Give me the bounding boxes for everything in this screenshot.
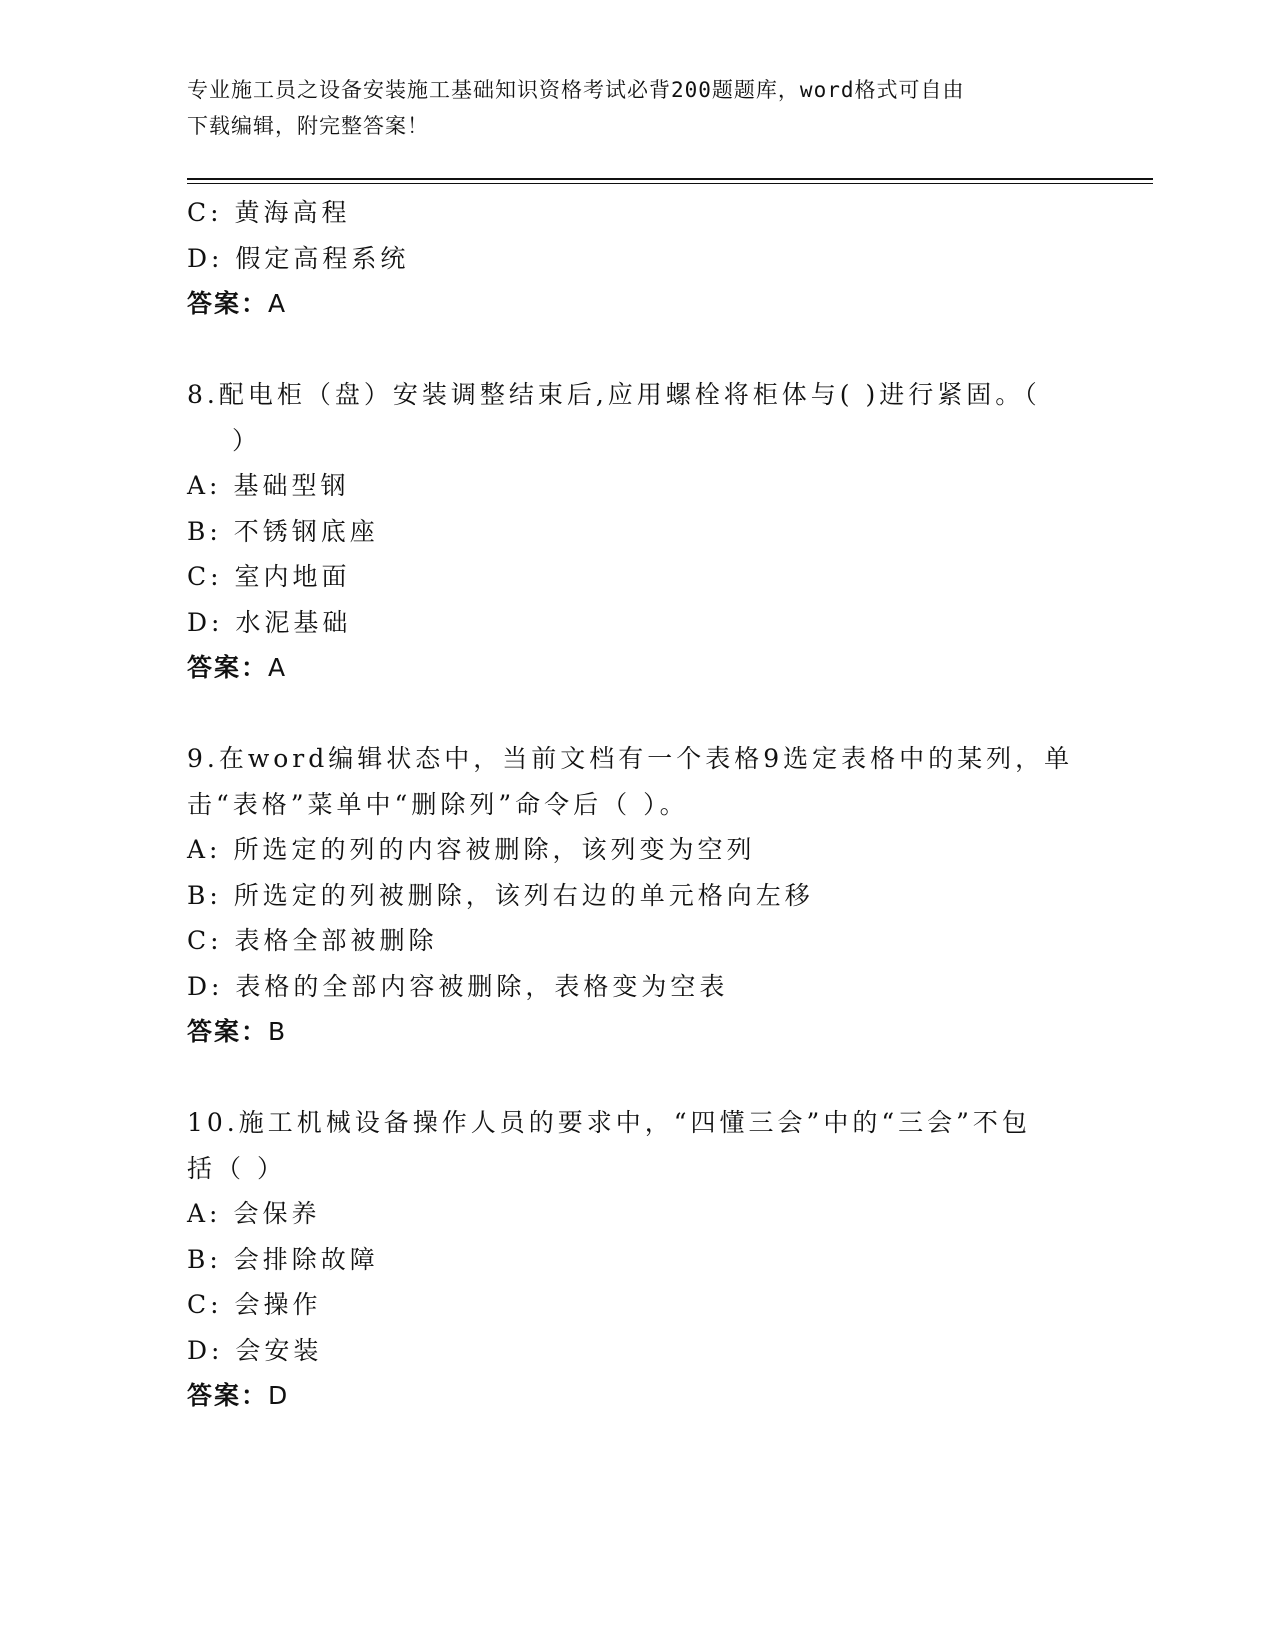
- prev-question-block: [187, 190, 1087, 327]
- option-c: [187, 918, 1087, 964]
- option-text: 表格的全部内容被删除，表格变为空表: [235, 971, 729, 1001]
- option-text: 不锈钢底座: [233, 516, 379, 546]
- header-line-1: 专业施工员之设备安装施工基础知识资格考试必背200题题库，word格式可自由: [187, 78, 965, 102]
- option-key: A:: [187, 471, 222, 500]
- option-key: C:: [187, 198, 223, 227]
- answer-value: A: [268, 289, 290, 318]
- header-line-2: 下载编辑，附完整答案！: [187, 114, 429, 138]
- option-key: D:: [187, 243, 224, 273]
- option-key: B:: [187, 1244, 222, 1274]
- answer-label: 答案：: [187, 1017, 269, 1046]
- option-text: 会排除故障: [233, 1244, 379, 1274]
- option-text: 基础型钢: [233, 471, 350, 500]
- option-d: [187, 600, 1087, 646]
- spacer: [187, 691, 1087, 737]
- question-block-10: [187, 1100, 1087, 1419]
- option-key: C:: [187, 562, 223, 591]
- spacer: [187, 327, 1087, 373]
- question-text-line-2: 击“表格”菜单中“删除列”命令后（ ）。: [187, 789, 689, 819]
- question-block-8: [187, 372, 1087, 691]
- answer-line: [187, 281, 1087, 327]
- option-key: C:: [187, 1290, 223, 1319]
- question-text-line-2: ）: [232, 425, 262, 455]
- option-text: 会保养: [233, 1199, 321, 1228]
- option-text: 黄海高程: [234, 198, 351, 227]
- option-c: [187, 190, 1087, 236]
- option-b: [187, 1237, 1087, 1283]
- option-text: 所选定的列的内容被删除，该列变为空列: [233, 835, 756, 864]
- option-key: B:: [187, 880, 222, 910]
- question-text-line-2: 括（ ）: [187, 1153, 286, 1183]
- option-b: [187, 509, 1087, 555]
- option-text: 水泥基础: [235, 607, 352, 637]
- option-b: [187, 873, 1087, 919]
- option-text: 室内地面: [234, 562, 351, 591]
- option-text: 假定高程系统: [235, 243, 410, 273]
- answer-line: [187, 645, 1087, 691]
- option-text: 所选定的列被删除，该列右边的单元格向左移: [233, 880, 814, 910]
- option-d: [187, 964, 1087, 1010]
- answer-value: D: [268, 1381, 292, 1410]
- option-a: [187, 1191, 1087, 1237]
- option-key: D:: [187, 607, 224, 637]
- option-c: [187, 1282, 1087, 1328]
- answer-line: [187, 1373, 1087, 1419]
- option-text: 表格全部被删除: [234, 926, 438, 955]
- answer-value: A: [268, 653, 290, 682]
- spacer: [187, 1055, 1087, 1101]
- option-d: [187, 236, 1087, 282]
- option-text: 会安装: [235, 1335, 323, 1365]
- question-text-line-1: 8.配电柜（盘）安装调整结束后,应用螺栓将柜体与( )进行紧固。（: [187, 380, 1041, 409]
- question-text-line-1: 9.在word编辑状态中，当前文档有一个表格9选定表格中的某列，单: [187, 744, 1074, 773]
- answer-label: 答案：: [187, 653, 269, 682]
- question-text-line-1: 10.施工机械设备操作人员的要求中，“四懂三会”中的“三会”不包: [187, 1108, 1031, 1137]
- answer-label: 答案：: [187, 289, 269, 318]
- question-block-9: [187, 736, 1087, 1055]
- header-divider-thick: [187, 178, 1153, 180]
- option-d: [187, 1328, 1087, 1374]
- option-key: D:: [187, 1335, 224, 1365]
- document-header: [187, 72, 1087, 144]
- option-key: B:: [187, 516, 222, 546]
- option-a: [187, 827, 1087, 873]
- option-a: [187, 463, 1087, 509]
- answer-value: B: [268, 1017, 290, 1046]
- option-key: A:: [187, 1199, 222, 1228]
- option-key: D:: [187, 971, 224, 1001]
- option-c: [187, 554, 1087, 600]
- option-key: C:: [187, 926, 223, 955]
- answer-label: 答案：: [187, 1381, 269, 1410]
- answer-line: [187, 1009, 1087, 1055]
- option-key: A:: [187, 835, 222, 864]
- question-content: [187, 190, 1087, 1419]
- option-text: 会操作: [234, 1290, 322, 1319]
- header-divider-thin: [187, 183, 1153, 184]
